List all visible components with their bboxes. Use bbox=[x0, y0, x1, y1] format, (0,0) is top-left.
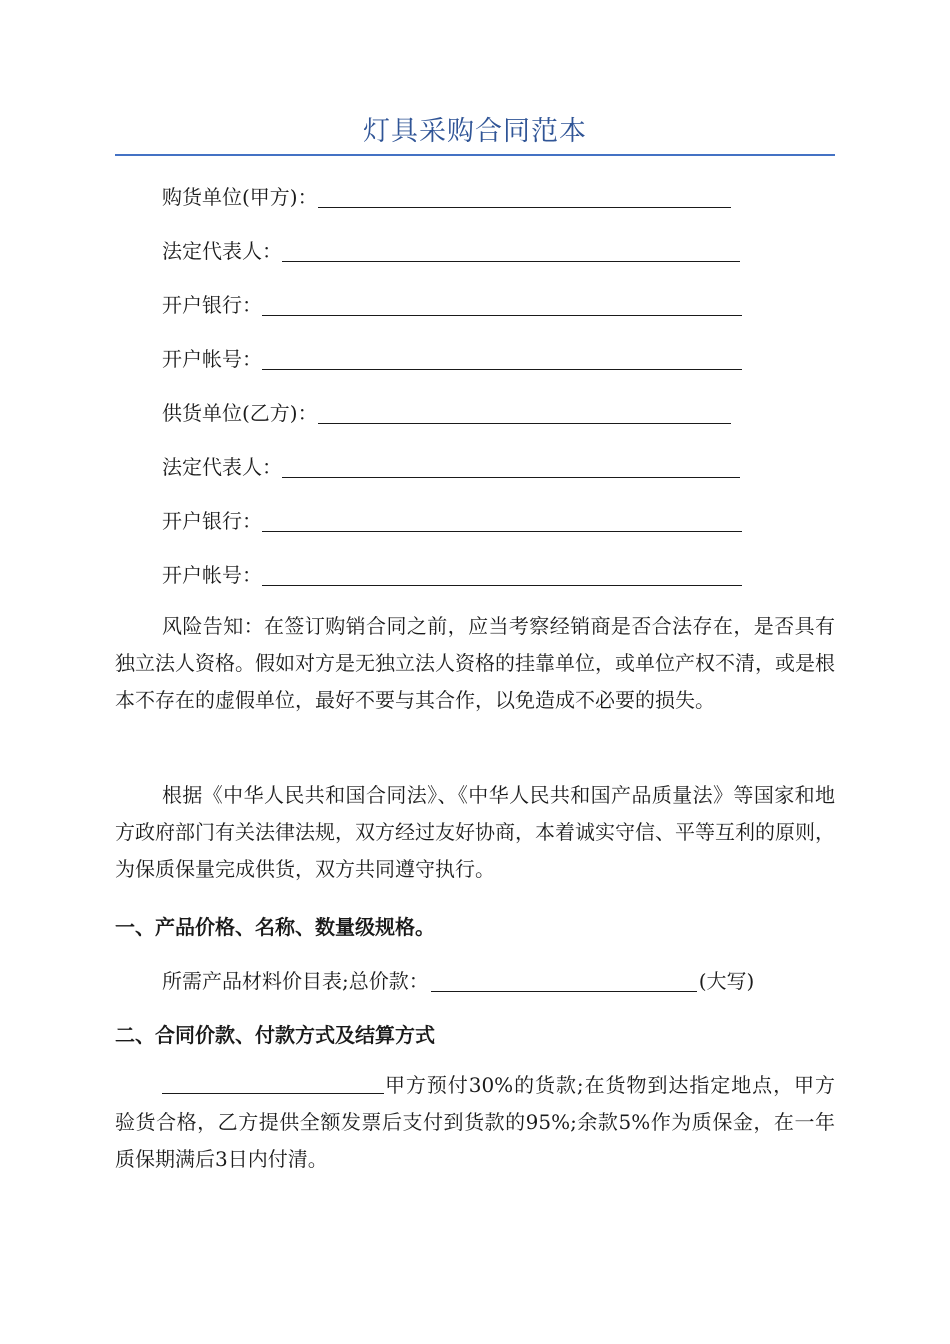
fill-in-blank[interactable] bbox=[318, 185, 731, 208]
title-underline bbox=[115, 154, 835, 156]
fill-in-blank[interactable] bbox=[262, 293, 742, 316]
fill-in-blank[interactable] bbox=[318, 401, 731, 424]
payment-paragraph bbox=[115, 1067, 835, 1178]
field-label: 法定代表人： bbox=[162, 239, 282, 263]
fill-in-blank[interactable] bbox=[262, 347, 742, 370]
buyer-name-field bbox=[162, 181, 731, 211]
document-title: 灯具采购合同范本 bbox=[363, 116, 587, 147]
field-label: 供货单位(乙方)： bbox=[162, 401, 318, 425]
buyer-account-field bbox=[162, 343, 742, 373]
payment-blank[interactable] bbox=[162, 1073, 384, 1094]
field-label: 法定代表人： bbox=[162, 455, 282, 479]
risk-notice-paragraph: 风险告知：在签订购销合同之前，应当考察经销商是否合法存在，是否具有独立法人资格。假如对方是无独立法人资格的挂靠单位，或单位产权不清，或是根本不存在的虚假单位，最好不要与其合作，以免造成不必要的损失。 bbox=[115, 614, 835, 712]
total-price-line bbox=[162, 966, 754, 996]
total-price-blank[interactable] bbox=[431, 969, 697, 992]
seller-representative-field bbox=[162, 451, 740, 481]
buyer-representative-field bbox=[162, 235, 740, 265]
seller-account-field bbox=[162, 559, 742, 589]
price-suffix: (大写) bbox=[698, 969, 755, 993]
seller-name-field bbox=[162, 397, 731, 427]
section-1-heading: 一、产品价格、名称、数量级规格。 bbox=[115, 915, 435, 939]
legal-basis-paragraph: 根据《中华人民共和国合同法》、《中华人民共和国产品质量法》等国家和地方政府部门有关法律法规，双方经过友好协商，本着诚实守信、平等互利的原则，为保质保量完成供货，双方共同遵守执行。 bbox=[115, 783, 835, 881]
fill-in-blank[interactable] bbox=[282, 455, 740, 478]
field-label: 开户帐号： bbox=[162, 347, 262, 371]
fill-in-blank[interactable] bbox=[262, 563, 742, 586]
field-label: 开户银行： bbox=[162, 509, 262, 533]
seller-bank-field bbox=[162, 505, 742, 535]
payment-text: 甲方预付30%的货款;在货物到达指定地点，甲方验货合格，乙方提供全额发票后支付到货款的95%;余款5%作为质保金，在一年质保期满后3日内付清。 bbox=[115, 1073, 835, 1171]
section-2-heading: 二、合同价款、付款方式及结算方式 bbox=[115, 1023, 435, 1047]
price-label: 所需产品材料价目表;总价款： bbox=[162, 969, 429, 993]
buyer-bank-field bbox=[162, 289, 742, 319]
fill-in-blank[interactable] bbox=[282, 239, 740, 262]
field-label: 开户银行： bbox=[162, 293, 262, 317]
fill-in-blank[interactable] bbox=[262, 509, 742, 532]
field-label: 购货单位(甲方)： bbox=[162, 185, 318, 209]
field-label: 开户帐号： bbox=[162, 563, 262, 587]
